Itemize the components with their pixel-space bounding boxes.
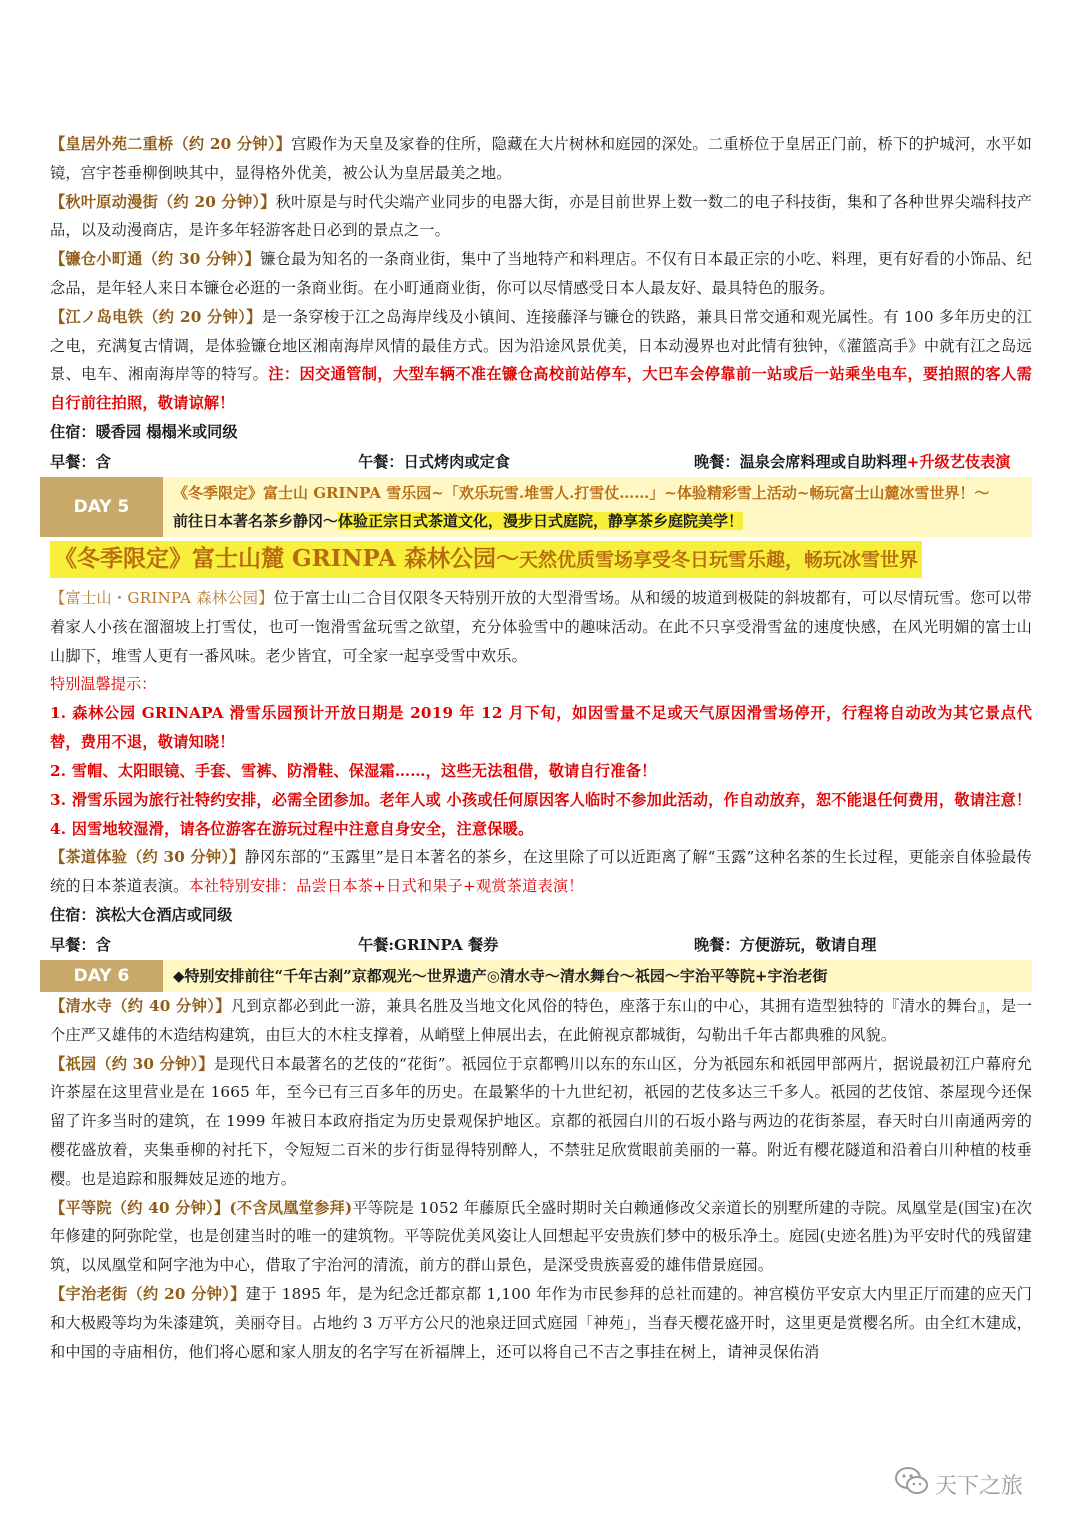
day5-breakfast: 早餐：含 <box>50 935 111 954</box>
day6-section <box>50 960 1032 1366</box>
day6-header <box>40 960 1032 992</box>
tip-item-2: 2. 雪帽、太阳眼镜、手套、雪裤、防滑鞋、保湿霜……，这些无法租借，敬请自行准备！ <box>50 761 657 780</box>
itinerary-page <box>50 130 1032 1366</box>
day4-dinner: 晚餐：温泉会席料理或自助料理+升级艺伎表演 <box>694 452 1011 471</box>
attraction-komachi-dori: 【镰仓小町通（约 30 分钟）】镰仓最为知名的一条商业街，集中了当地特产和料理店。不仅有日本最正宗的小吃、料理，更有好看的小饰品、纪念品，是年轻人来日本镰仓必逛的一条商业街。在小町通商业街，你可以尽情感受日本人最友好、最具特色的服务。 <box>50 250 1033 297</box>
day5-lunch: 午餐:GRINPA 餐券 <box>358 935 499 954</box>
day5-dinner: 晚餐：方便游玩，敬请自理 <box>694 935 877 954</box>
attraction-byodoin: 【平等院（约 40 分钟）】(不含凤凰堂参拜)平等院是 1052 年藤原氏全盛时期时关白赖通修改父亲道长的别墅所建的寺院。凤凰堂是(国宝)在次年修建的阿弥陀堂，也是创建当时的唯一的建筑物。平等院优美风姿让人回想起平安贵族们梦中的极乐净土。庭园(史迹名胜)为平安时代的残留建筑，以凤凰堂和阿字池为中心，借取了宇治河的清流，前方的群山景色，是深受贵族喜爱的雄伟借景庭园。 <box>50 1198 1032 1275</box>
attraction-uji-street: 【宇治老街（约 20 分钟）】建于 1895 年，是为纪念迁都京都 1,100 年作为市民参拜的总社而建的。神宫模仿平安京大内里正厅而建的应天门和大极殿等均为朱漆建筑，美丽夺目。占地约 3 万平方公尺的池泉迂回式庭园「神苑」，当春天樱花盛开时，这里更是赏樱名所。由全红木建成，和中国的寺庙相仿，他们将心愿和家人朋友的名字写在祈福牌上，还可以将自己不吉之事挂在树上，请神灵保佑消 <box>50 1284 1032 1361</box>
tip-item-1: 1. 森林公园 GRINAPA 滑雪乐园预计开放日期是 2019 年 12 月下旬，如因雪量不足或天气原因滑雪场停开，行程将自动改为其它景点代替，费用不退，敬请知晓！ <box>50 704 1032 752</box>
tip-item-4: 4. 因雪地较湿滑，请各位游客在游玩过程中注意自身安全，注意保暖。 <box>50 819 534 838</box>
day4-meals <box>50 447 1032 477</box>
account-watermark <box>895 1466 1023 1502</box>
tips-title: 特别温馨提示： <box>50 675 157 694</box>
attraction-akihabara: 【秋叶原动漫街（约 20 分钟）】秋叶原是与时代尖端产业同步的电器大街，亦是目前世界上数一数二的电子科技街，集和了各种世界尖端科技产品，以及动漫商店，是许多年轻游客赴日必到的景点之一。 <box>50 192 1032 240</box>
tip-item-3: 3. 滑雪乐园为旅行社特约安排，必需全团参加。老年人或 小孩或任何原因客人临时不参加此活动，作自动放弃，恕不能退任何费用，敬请注意！ <box>50 790 1032 809</box>
day4-lunch: 午餐：日式烤肉或定食 <box>358 452 510 471</box>
watermark-text: 天下之旅 <box>935 1473 1024 1499</box>
attraction-tea-ceremony: 【茶道体验（约 30 分钟）】静冈东部的“玉露里”是日本著名的茶乡，在这里除了可以近距离了解“玉露”这种名茶的生长过程，更能亲自体验最传统的日本茶道表演。本社特别安排：品尝日本茶+日式和果子+观赏茶道表演！ <box>50 848 1032 896</box>
day4-section <box>50 130 1032 477</box>
day6-summary: ◆特别安排前往“千年古刹”京都观光～世界遗产◎清水寺～清水舞台～祇园～宇治平等院+宇治老街 <box>173 966 828 985</box>
day5-summary: 《冬季限定》富士山 GRINPA 雪乐园~「欢乐玩雪.堆雪人.打雪仗……」~体验精彩雪上活动~畅玩富士山麓冰雪世界！～ 前往日本著名茶乡静冈～体验正宗日式茶道文化，漫步日式庭院，静享茶乡庭院美学！ <box>173 483 990 530</box>
day5-header <box>40 477 1032 537</box>
day4-stay: 住宿：暖香园 榻榻米或同级 <box>50 422 238 441</box>
attraction-kiyomizu: 【清水寺（约 40 分钟）】凡到京都必到此一游，兼具名胜及当地文化风俗的特色，座落于东山的中心，其拥有造型独特的『清水的舞台』，是一个庄严又雄伟的木造结构建筑，由巨大的木柱支撑着，从峭壁上伸展出去，在此俯视京都城街，勾勒出千年古都典雅的风貌。 <box>50 996 1032 1044</box>
day5-stay: 住宿：滨松大仓酒店或同级 <box>50 905 233 924</box>
day5-title: 《冬季限定》富士山麓 GRINPA 森林公园～天然优质雪场享受冬日玩雪乐趣，畅玩冰雪世界 <box>50 541 922 578</box>
day5-meals <box>50 930 1032 960</box>
day5-section <box>50 477 1032 960</box>
day4-breakfast: 早餐：含 <box>50 452 111 471</box>
attraction-imperial-palace: 【皇居外苑二重桥（约 20 分钟）】宫殿作为天皇及家眷的住所，隐藏在大片树林和庭园的深处。二重桥位于皇居正门前，桥下的护城河，水平如镜，宫宇苍垂柳倒映其中，显得格外优美，被公认为皇居最美之地。 <box>50 135 1032 182</box>
day6-badge: DAY 6 <box>40 960 163 992</box>
attraction-gion: 【祇园（约 30 分钟）】是现代日本最著名的艺伎的“花街”。祇园位于京都鸭川以东的东山区，分为祇园东和祇园甲部两片，据说最初江户幕府允许茶屋在这里营业是在 1665 年，至今已有三百多年的历史。在最繁华的十九世纪初，祇园的艺伎多达三千多人。祇园的艺伎馆、茶屋现今还保留了许多当时的建筑，在 1999 年被日本政府指定为历史景观保护地区。京都的祇园白川的石坂小路与两边的花街茶屋，春天时白川南通两旁的樱花盛放着，夹集垂柳的衬托下，令短短二百米的步行街显得特别醉人，不禁驻足欣赏眼前美丽的一幕。附近有樱花隧道和沿着白川种植的枝垂樱。也是追踪和服舞妓足迹的地方。 <box>50 1054 1032 1188</box>
traffic-note: 注：因交通管制，大型车辆不准在镰仓高校前站停车，大巴车会停靠前一站或后一站乘坐电车，要拍照的客人需自行前往拍照，敬请谅解！ <box>50 365 1032 413</box>
attraction-enoden: 【江ノ岛电铁（约 20 分钟）】是一条穿梭于江之岛海岸线及小镇间、连接藤泽与镰仓的铁路，兼具日常交通和观光属性。有 100 多年历史的江之电，充满复古情调，是体验镰仓地区湘南海岸风情的最佳方式。因为沿途风景优美，日本动漫界也对此情有独钟，《灌篮高手》中就有江之岛远景、电车、湘南海岸等的特写。注：因交通管制，大型车辆不准在镰仓高校前站停车，大巴车会停靠前一站或后一站乘坐电车，要拍照的客人需自行前往拍照，敬请谅解！ <box>50 307 1033 413</box>
day5-badge: DAY 5 <box>40 477 163 537</box>
wechat-icon <box>895 1466 935 1502</box>
attraction-grinpa: 【富士山・GRINPA 森林公园】位于富士山二合目仅限冬天特别开放的大型滑雪场。从和缓的坡道到极陡的斜坡都有，可以尽情玩雪。您可以带着家人小孩在溜溜坡上打雪仗，也可一饱滑雪盆玩雪之欲望，充分体验雪中的趣味活动。在此不只享受滑雪盆的速度快感，在风光明媚的富士山山脚下，堆雪人更有一番风味。老少皆宜，可全家一起享受雪中欢乐。 <box>50 588 1032 665</box>
